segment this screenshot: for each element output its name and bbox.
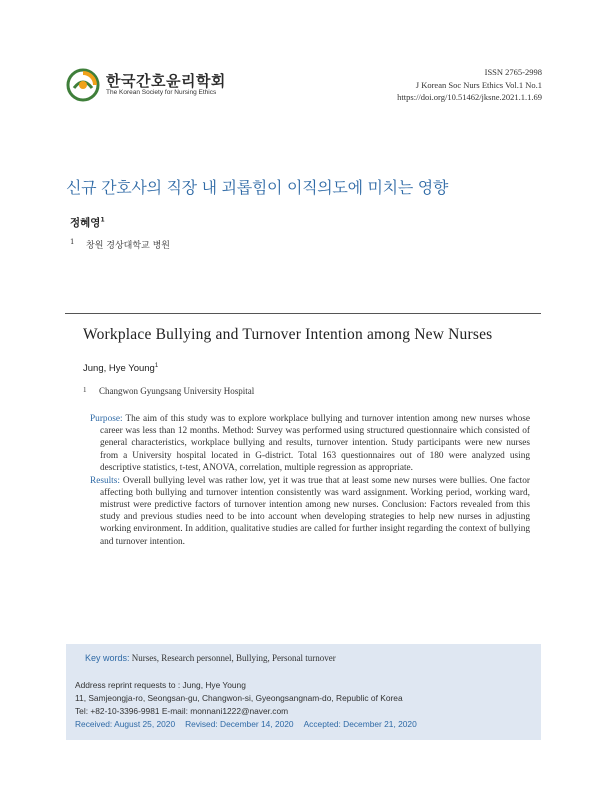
keywords-label: Key words: bbox=[85, 653, 130, 663]
article-dates bbox=[75, 718, 417, 731]
accepted-date: Accepted: December 21, 2020 bbox=[303, 719, 417, 729]
english-title: Workplace Bullying and Turnover Intention among New Nurses bbox=[83, 326, 493, 343]
purpose-label: Purpose: bbox=[90, 414, 123, 424]
journal-info bbox=[397, 66, 542, 104]
english-author-name: Jung, Hye Young bbox=[83, 363, 155, 375]
results-text: Overall bullying level was rather low, yet it was true that at least some new nurses were bullies. One factor affecting both bullying and turnover intention consistently was ward assignment. Working period, working ward, mistrust were predictive factors of turnover intention among new nurses. Conclusion: Factors revealed from this study and previous studies need to be into account when developing strategies to help new nurses in adjusting working environment. In addition, qualitative studies are called for further insight regarding the context of bullying and turnover intention. bbox=[100, 475, 531, 547]
korean-affiliation-text: 창원 경상대학교 병원 bbox=[86, 241, 170, 251]
section-divider bbox=[65, 313, 541, 314]
korean-affiliation-mark: 1 bbox=[70, 238, 75, 246]
address-reprint: Address reprint requests to : Jung, Hye Young bbox=[75, 680, 246, 690]
english-author bbox=[83, 363, 158, 374]
english-affiliation-text: Changwon Gyungsang University Hospital bbox=[99, 386, 255, 396]
society-name-english: The Korean Society for Nursing Ethics bbox=[106, 89, 217, 96]
english-affiliation bbox=[83, 386, 254, 396]
society-name-korean: 한국간호윤리학회 bbox=[106, 72, 226, 90]
contact-info: Tel: +82-10-3396-9981 E-mail: monnani1222@naver.com bbox=[75, 706, 289, 716]
issn: ISSN 2765-2998 bbox=[484, 67, 542, 77]
abstract bbox=[90, 413, 530, 548]
society-logo-icon bbox=[66, 68, 100, 102]
korean-author bbox=[70, 215, 105, 230]
purpose-text: The aim of this study was to explore workplace bullying and turnover intention among new nurses whose career was less than 12 months. Method: Survey was performed using structured questionnaire which consisted of general characteristics, workplace bullying and results, turnover intention. Study participants were new nurses from a University hospital located in G-district. Total 163 questionnaires out of 180 were analyzed using descriptive statistics, t-test, ANOVA, correlation, multiple regression as appropriate. bbox=[100, 414, 531, 473]
article-info-box bbox=[66, 644, 541, 740]
journal-citation: J Korean Soc Nurs Ethics Vol.1 No.1 bbox=[415, 79, 542, 90]
society-logo bbox=[66, 68, 256, 104]
korean-author-sup: 1 bbox=[100, 216, 105, 224]
correspondence bbox=[75, 679, 417, 731]
korean-title: 신규 간호사의 직장 내 괴롭힘이 이직의도에 미치는 영향 bbox=[66, 178, 449, 197]
abstract-purpose bbox=[90, 413, 530, 474]
keywords bbox=[85, 653, 336, 663]
address-street: 11, Samjeongja-ro, Seongsan-gu, Changwon-si, Gyeongsangnam-do, Republic of Korea bbox=[75, 693, 403, 703]
korean-author-name: 정혜영 bbox=[70, 217, 101, 229]
results-label: Results: bbox=[90, 475, 120, 486]
doi-link[interactable]: https://doi.org/10.51462/jksne.2021.1.1.69 bbox=[397, 92, 542, 102]
english-author-sup: 1 bbox=[154, 363, 159, 369]
keywords-text: Nurses, Research personnel, Bullying, Personal turnover bbox=[131, 653, 336, 663]
abstract-results bbox=[90, 475, 530, 548]
revised-date: Revised: December 14, 2020 bbox=[185, 719, 294, 729]
korean-affiliation bbox=[70, 238, 170, 251]
received-date: Received: August 25, 2020 bbox=[75, 719, 176, 729]
english-affiliation-mark: 1 bbox=[83, 386, 87, 394]
